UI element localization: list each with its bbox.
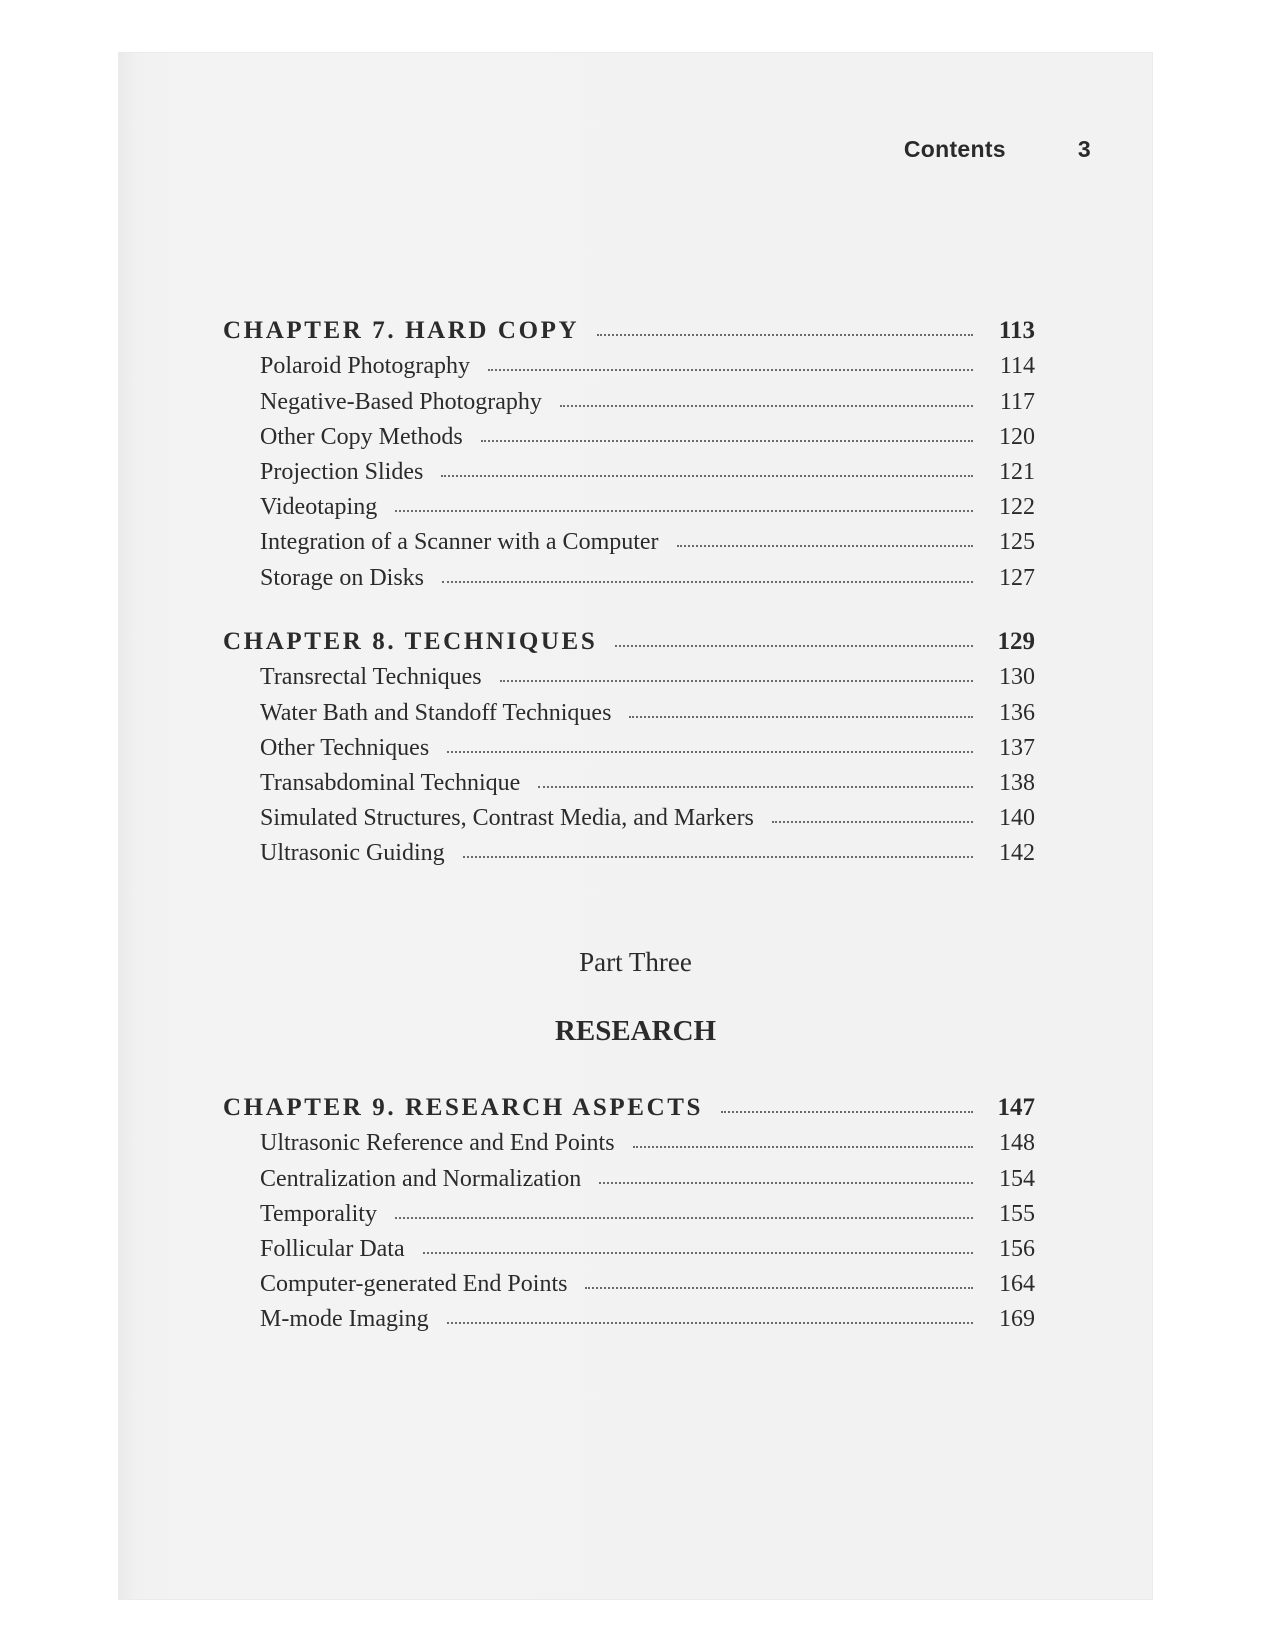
toc-chapter-7 (223, 310, 1035, 592)
entry-page-number: 148 (999, 1130, 1035, 1157)
dot-leader (442, 581, 973, 583)
dot-leader (721, 1111, 973, 1113)
dot-leader (538, 786, 973, 788)
entry-title: Polaroid Photography (260, 353, 470, 380)
toc-entry (223, 345, 1035, 380)
dot-leader (772, 821, 973, 823)
toc-entry (223, 727, 1035, 762)
entry-page-number: 130 (999, 664, 1035, 691)
dot-leader (599, 1182, 973, 1184)
entry-title: Transrectal Techniques (260, 664, 482, 691)
dot-leader (629, 716, 973, 718)
entry-page-number: 121 (999, 458, 1035, 485)
chapter-page-number: 147 (997, 1094, 1035, 1122)
toc-chapter-8 (223, 621, 1035, 867)
dot-leader (615, 645, 973, 647)
entry-title: Projection Slides (260, 458, 424, 485)
toc-entry (223, 1193, 1035, 1228)
dot-leader (463, 856, 973, 858)
toc-chapter-heading (223, 621, 1035, 656)
running-head-title: Contents (903, 136, 1006, 162)
toc-chapter-heading (223, 1087, 1035, 1122)
dot-leader (395, 510, 973, 512)
toc-entry (223, 416, 1035, 451)
toc-entry (223, 556, 1035, 591)
dot-leader (500, 680, 973, 682)
toc-entry (223, 797, 1035, 832)
entry-page-number: 137 (999, 734, 1035, 761)
dot-leader (585, 1287, 973, 1289)
chapter-page-number: 129 (997, 628, 1035, 656)
entry-title: Other Copy Methods (260, 423, 463, 450)
dot-leader (481, 440, 973, 442)
entry-title: Ultrasonic Reference and End Points (260, 1130, 615, 1157)
part-label: Part Three (579, 947, 692, 977)
toc-entry (223, 762, 1035, 797)
dot-leader (597, 334, 973, 336)
entry-page-number: 120 (999, 423, 1035, 450)
toc-entry (223, 1122, 1035, 1157)
entry-title: Ultrasonic Guiding (260, 840, 445, 867)
toc-entry (223, 1228, 1035, 1263)
toc-entry (223, 1157, 1035, 1192)
part-title: RESEARCH (554, 1015, 717, 1047)
entry-page-number: 155 (999, 1200, 1035, 1227)
entry-title: Transabdominal Technique (260, 769, 521, 796)
toc-chapter-9 (223, 1087, 1035, 1333)
dot-leader (447, 751, 973, 753)
entry-page-number: 122 (999, 494, 1035, 521)
dot-leader (633, 1146, 973, 1148)
dot-leader (441, 475, 973, 477)
chapter-title: CHAPTER 7. HARD COPY (223, 317, 580, 345)
toc-entry (223, 451, 1035, 486)
entry-page-number: 154 (999, 1165, 1035, 1192)
chapter-page-number: 113 (998, 317, 1035, 345)
entry-title: Water Bath and Standoff Techniques (260, 699, 612, 726)
toc-chapter-heading (223, 310, 1035, 345)
entry-title: Videotaping (260, 494, 378, 521)
entry-title: Simulated Structures, Contrast Media, and Markers (260, 805, 754, 832)
toc-entry (223, 1263, 1035, 1298)
dot-leader (447, 1322, 973, 1324)
entry-page-number: 114 (999, 353, 1035, 380)
book-page (118, 52, 1153, 1600)
toc-entry (223, 691, 1035, 726)
chapter-title: CHAPTER 9. RESEARCH ASPECTS (223, 1094, 704, 1122)
toc-entry (223, 1298, 1035, 1333)
entry-title: Other Techniques (260, 734, 430, 761)
entry-page-number: 169 (999, 1306, 1035, 1333)
entry-page-number: 156 (999, 1235, 1035, 1262)
entry-page-number: 117 (999, 388, 1035, 415)
entry-page-number: 140 (999, 805, 1035, 832)
running-head-page-number: 3 (1077, 136, 1091, 162)
running-head (904, 136, 1091, 163)
entry-title: Temporality (260, 1200, 377, 1227)
entry-page-number: 138 (999, 769, 1035, 796)
entry-title: Negative-Based Photography (260, 388, 542, 415)
toc-entry (223, 521, 1035, 556)
entry-page-number: 125 (999, 529, 1035, 556)
toc-entry (223, 832, 1035, 867)
entry-title: Integration of a Scanner with a Computer (260, 529, 659, 556)
entry-page-number: 142 (999, 840, 1035, 867)
entry-page-number: 164 (999, 1271, 1035, 1298)
dot-leader (395, 1217, 973, 1219)
dot-leader (488, 369, 973, 371)
entry-page-number: 136 (999, 699, 1035, 726)
dot-leader (423, 1252, 973, 1254)
entry-title: Follicular Data (260, 1235, 405, 1262)
dot-leader (560, 405, 973, 407)
entry-title: Storage on Disks (260, 564, 424, 591)
entry-title: M-mode Imaging (260, 1306, 429, 1333)
chapter-title: CHAPTER 8. TECHNIQUES (223, 628, 598, 656)
toc-entry (223, 656, 1035, 691)
entry-page-number: 127 (999, 564, 1035, 591)
toc-entry (223, 486, 1035, 521)
dot-leader (677, 545, 973, 547)
entry-title: Computer-generated End Points (260, 1271, 568, 1298)
entry-title: Centralization and Normalization (260, 1165, 582, 1192)
toc-entry (223, 380, 1035, 415)
